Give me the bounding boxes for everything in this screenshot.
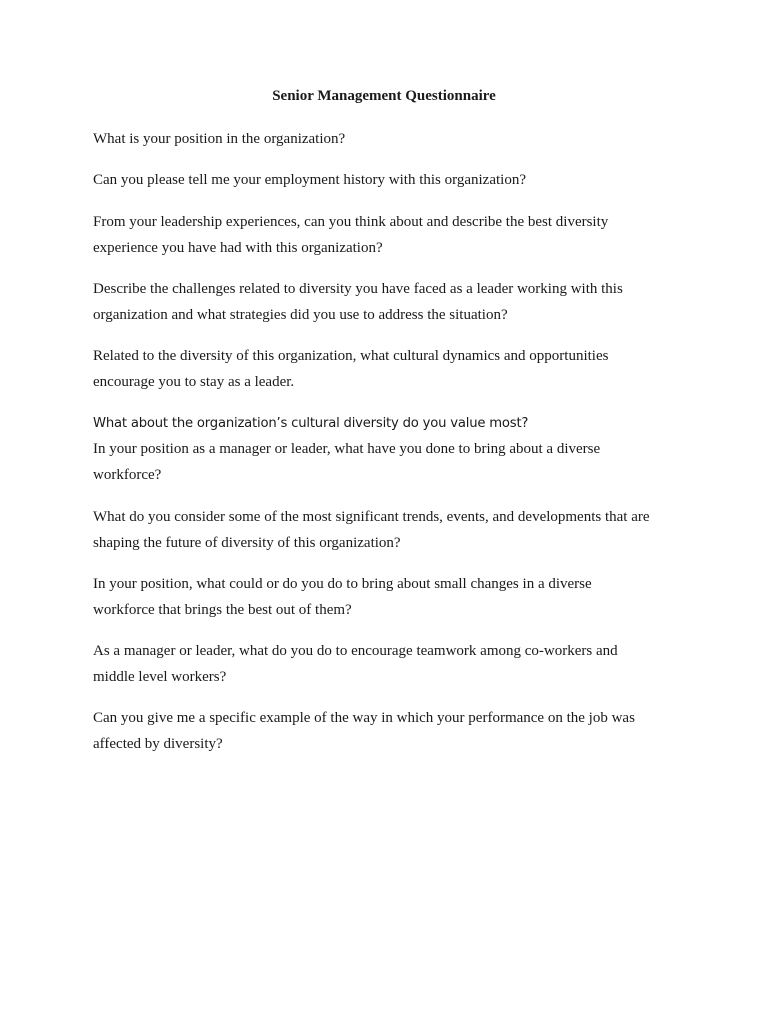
question-7-line-1: In your position as a manager or leader, what have you done to bring about a diverse <box>93 441 601 457</box>
question-2-line-1: Can you please tell me your employment history with this organization? <box>93 172 526 188</box>
question-3-line-1: From your leadership experiences, can you think about and describe the best diversity <box>93 214 609 230</box>
question-3 <box>93 209 703 261</box>
question-11 <box>93 705 703 757</box>
question-7-line-2: workforce? <box>93 467 162 483</box>
question-3-line-2: experience you have had with this organization? <box>93 240 383 256</box>
question-5 <box>93 343 703 395</box>
question-8 <box>93 504 703 556</box>
question-8-line-1: What do you consider some of the most significant trends, events, and developments that are <box>93 509 650 525</box>
question-10 <box>93 638 703 690</box>
question-6-line-1: What about the organization’s cultural diversity do you value most? <box>93 416 529 431</box>
question-9 <box>93 571 703 623</box>
document-title: Senior Management Questionnaire <box>272 88 496 104</box>
question-1-line-1: What is your position in the organization? <box>93 131 346 147</box>
question-2 <box>93 167 703 193</box>
question-9-line-1: In your position, what could or do you do to bring about small changes in a diverse <box>93 576 592 592</box>
question-1 <box>93 126 703 152</box>
question-5-line-1: Related to the diversity of this organization, what cultural dynamics and opportunities <box>93 348 609 364</box>
question-5-line-2: encourage you to stay as a leader. <box>93 374 295 390</box>
question-4-line-2: organization and what strategies did you use to address the situation? <box>93 307 508 323</box>
question-10-line-2: middle level workers? <box>93 669 227 685</box>
question-7 <box>93 436 703 488</box>
question-11-line-2: affected by diversity? <box>93 736 223 752</box>
question-4-line-1: Describe the challenges related to diversity you have faced as a leader working with this <box>93 281 623 297</box>
question-11-line-1: Can you give me a specific example of the way in which your performance on the job was <box>93 710 635 726</box>
question-4 <box>93 276 703 328</box>
question-8-line-2: shaping the future of diversity of this organization? <box>93 535 401 551</box>
question-9-line-2: workforce that brings the best out of them? <box>93 602 352 618</box>
question-10-line-1: As a manager or leader, what do you do to encourage teamwork among co-workers and <box>93 643 618 659</box>
question-6 <box>93 412 703 436</box>
